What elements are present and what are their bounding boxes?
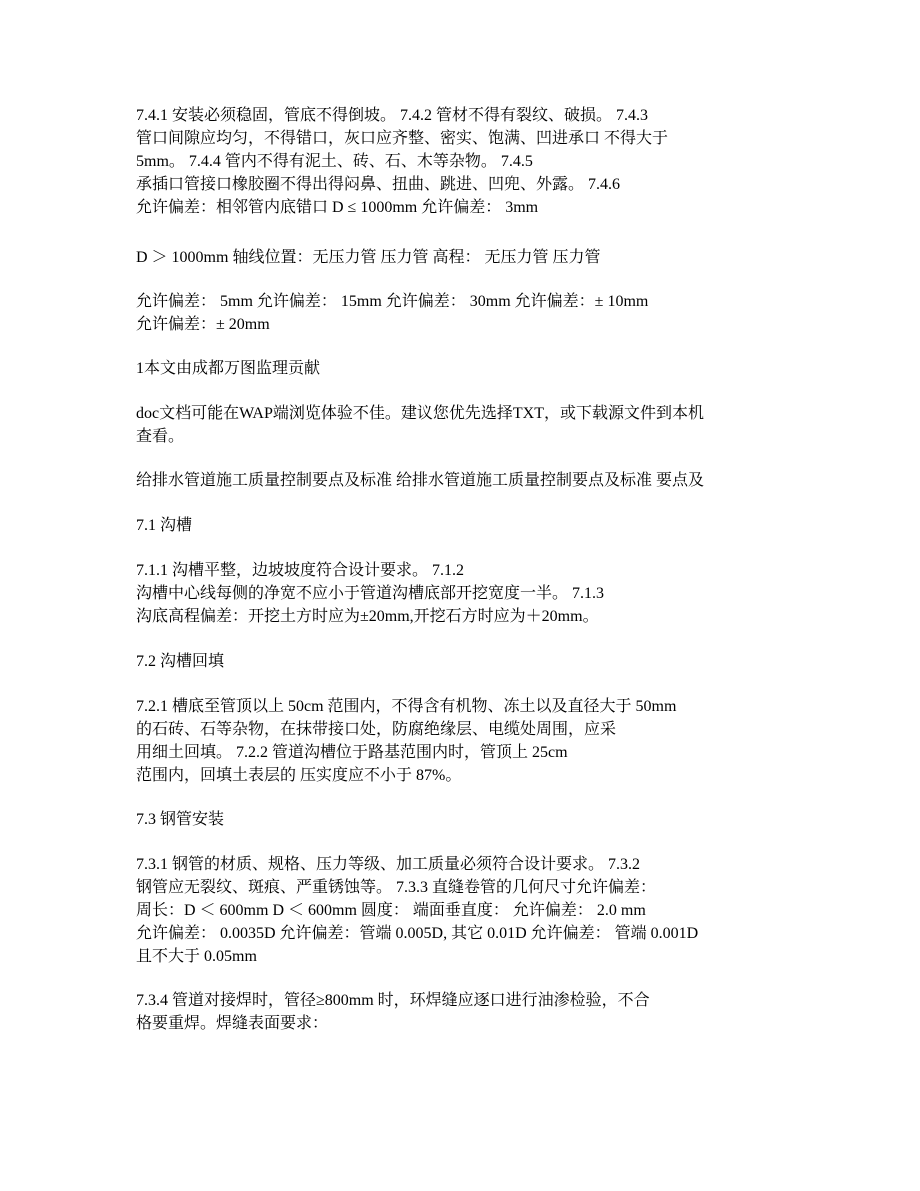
text-line: 查看。 xyxy=(136,428,185,445)
text-line: D ＞ 1000mm 轴线位置：无压力管 压力管 高程： 无压力管 压力管 xyxy=(136,249,601,266)
text-line: 用细土回填。 7.2.2 管道沟槽位于路基范围内时，管顶上 25cm xyxy=(136,744,568,761)
text-line: 钢管应无裂纹、斑痕、严重锈蚀等。 7.3.3 直缝卷管的几何尺寸允许偏差： xyxy=(136,879,657,896)
paragraph-7-3-4 xyxy=(136,989,650,1035)
paragraph-document-title xyxy=(136,469,704,492)
paragraph-tolerance-values xyxy=(136,290,648,336)
section-heading: 7.2 沟槽回填 xyxy=(136,653,225,670)
text-line: 允许偏差： 0.0035D 允许偏差：管端 0.005D, 其它 0.01D 允许偏差： 管端 0.001D xyxy=(136,925,699,942)
text-line: 7.3.1 钢管的材质、规格、压力等级、加工质量必须符合设计要求。 7.3.2 xyxy=(136,856,641,873)
text-line: doc文档可能在WAP端浏览体验不佳。建议您优先选择TXT，或下载源文件到本机 xyxy=(136,405,704,422)
paragraph-7-1-details xyxy=(136,559,604,628)
text-line: 7.4.1 安装必须稳固，管底不得倒坡。 7.4.2 管材不得有裂纹、破损。 7.4.3 xyxy=(136,107,649,124)
heading-7-3 xyxy=(136,808,224,831)
text-line: 1本文由成都万图监理贡献 xyxy=(136,360,321,377)
paragraph-7-4-details xyxy=(136,104,668,219)
text-line: 允许偏差：± 20mm xyxy=(136,316,270,333)
text-line: 7.2.1 槽底至管顶以上 50cm 范围内，不得含有机物、冻土以及直径大于 50mm xyxy=(136,698,677,715)
text-line: 的石砖、石等杂物，在抹带接口处，防腐绝缘层、电缆处周围，应采 xyxy=(136,721,617,738)
heading-7-1 xyxy=(136,514,192,537)
paragraph-tolerance-d xyxy=(136,246,600,269)
text-line: 给排水管道施工质量控制要点及标准 给排水管道施工质量控制要点及标准 要点及 xyxy=(136,472,705,489)
heading-7-2 xyxy=(136,650,224,673)
text-line: 7.1.1 沟槽平整，边坡坡度符合设计要求。 7.1.2 xyxy=(136,562,465,579)
paragraph-contributor xyxy=(136,357,320,380)
section-heading: 7.1 沟槽 xyxy=(136,517,193,534)
text-line: 周长：D ＜ 600mm D ＜ 600mm 圆度： 端面垂直度： 允许偏差： 2.0 mm xyxy=(136,902,646,919)
text-line: 5mm。 7.4.4 管内不得有泥土、砖、石、木等杂物。 7.4.5 xyxy=(136,153,533,170)
text-line: 格要重焊。焊缝表面要求： xyxy=(136,1015,329,1032)
paragraph-7-3-details xyxy=(136,853,698,968)
text-line: 范围内，回填土表层的 压实度应不小于 87%。 xyxy=(136,767,462,784)
text-line: 允许偏差：相邻管内底错口 D ≤ 1000mm 允许偏差： 3mm xyxy=(136,199,539,216)
section-heading: 7.3 钢管安装 xyxy=(136,811,225,828)
text-line: 管口间隙应均匀，不得错口，灰口应齐整、密实、饱满、凹进承口 不得大于 xyxy=(136,130,669,147)
text-line: 沟底高程偏差：开挖土方时应为±20mm,开挖石方时应为＋20mm。 xyxy=(136,608,599,625)
text-line: 承插口管接口橡胶圈不得出得闷鼻、扭曲、跳进、凹兜、外露。 7.4.6 xyxy=(136,176,621,193)
text-line: 7.3.4 管道对接焊时，管径≥800mm 时，环焊缝应逐口进行油渗检验，不合 xyxy=(136,992,650,1009)
paragraph-wap-notice xyxy=(136,402,704,448)
paragraph-7-2-details xyxy=(136,695,676,787)
text-line: 允许偏差： 5mm 允许偏差： 15mm 允许偏差： 30mm 允许偏差：± 10mm xyxy=(136,293,649,310)
text-line: 且不大于 0.05mm xyxy=(136,948,257,965)
text-line: 沟槽中心线每侧的净宽不应小于管道沟槽底部开挖宽度一半。 7.1.3 xyxy=(136,585,605,602)
